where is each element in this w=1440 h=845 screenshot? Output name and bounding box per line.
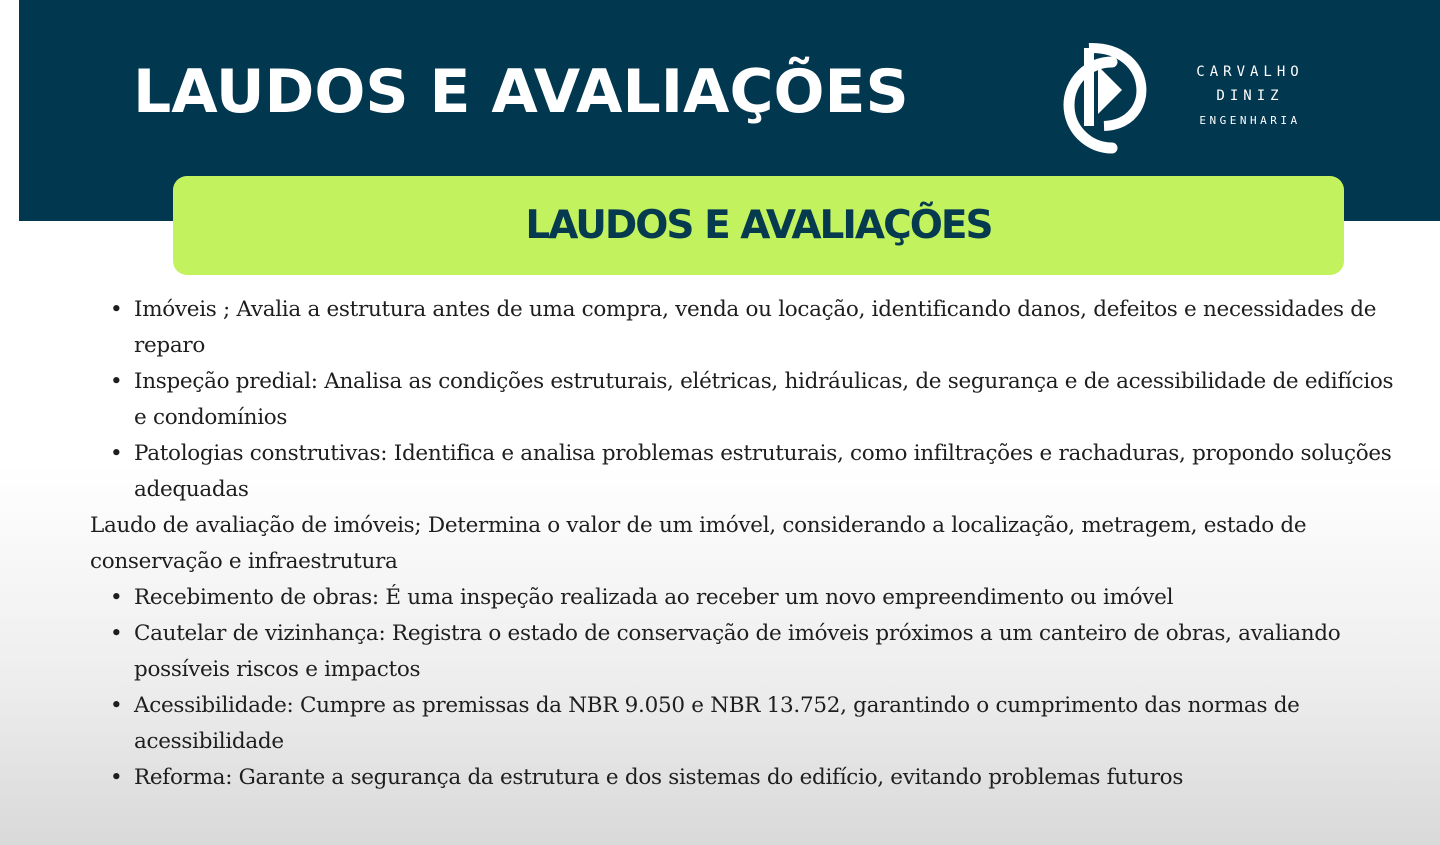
list-item-text: Cautelar de vizinhança: Registra o estado de conservação de imóveis próximos a um canteiro de obras, avaliando possíveis riscos e impactos xyxy=(134,621,1341,682)
list-item xyxy=(0,364,1440,436)
page-title: LAUDOS E AVALIAÇÕES xyxy=(133,57,909,127)
brand-name-line-1: CARVALHO xyxy=(1196,64,1304,80)
bullet-icon: • xyxy=(110,585,123,610)
list-item-text: Acessibilidade: Cumpre as premissas da NBR 9.050 e NBR 13.752, garantindo o cumprimento das normas de acessibilidade xyxy=(134,693,1300,754)
list-item xyxy=(0,688,1440,760)
paragraph-text: Laudo de avaliação de imóveis; Determina o valor de um imóvel, considerando a localização, metragem, estado de conservação e infraestrutura xyxy=(90,513,1307,574)
bullet-icon: • xyxy=(110,297,123,322)
list-item xyxy=(0,616,1440,688)
bullet-icon: • xyxy=(110,621,123,646)
section-banner xyxy=(173,176,1344,275)
services-content xyxy=(0,292,1440,796)
list-item-text: Inspeção predial: Analisa as condições estruturais, elétricas, hidráulicas, de segurança e de acessibilidade de edifícios e condomínios xyxy=(134,369,1394,430)
list-item xyxy=(0,292,1440,364)
cd-monogram-icon xyxy=(1036,38,1158,162)
list-item xyxy=(0,580,1440,616)
list-item-text: Imóveis ; Avalia a estrutura antes de uma compra, venda ou locação, identificando danos, defeitos e necessidades de reparo xyxy=(134,297,1377,358)
banner-title: LAUDOS E AVALIAÇÕES xyxy=(525,203,992,248)
bullet-icon: • xyxy=(110,369,123,394)
list-item xyxy=(0,436,1440,508)
list-item-text: Recebimento de obras: É uma inspeção realizada ao receber um novo empreendimento ou imóvel xyxy=(134,585,1174,610)
list-item xyxy=(0,760,1440,796)
brand-name-line-2: DINIZ xyxy=(1216,88,1284,104)
list-item-text: Patologias construtivas: Identifica e analisa problemas estruturais, como infiltrações e rachaduras, propondo soluções adequadas xyxy=(134,441,1392,502)
bullet-icon: • xyxy=(110,441,123,466)
bullet-icon: • xyxy=(110,693,123,718)
list-item-text: Reforma: Garante a segurança da estrutura e dos sistemas do edifício, evitando problemas futuros xyxy=(134,765,1184,790)
bullet-icon: • xyxy=(110,765,123,790)
brand-name-line-3: ENGENHARIA xyxy=(1199,114,1301,127)
